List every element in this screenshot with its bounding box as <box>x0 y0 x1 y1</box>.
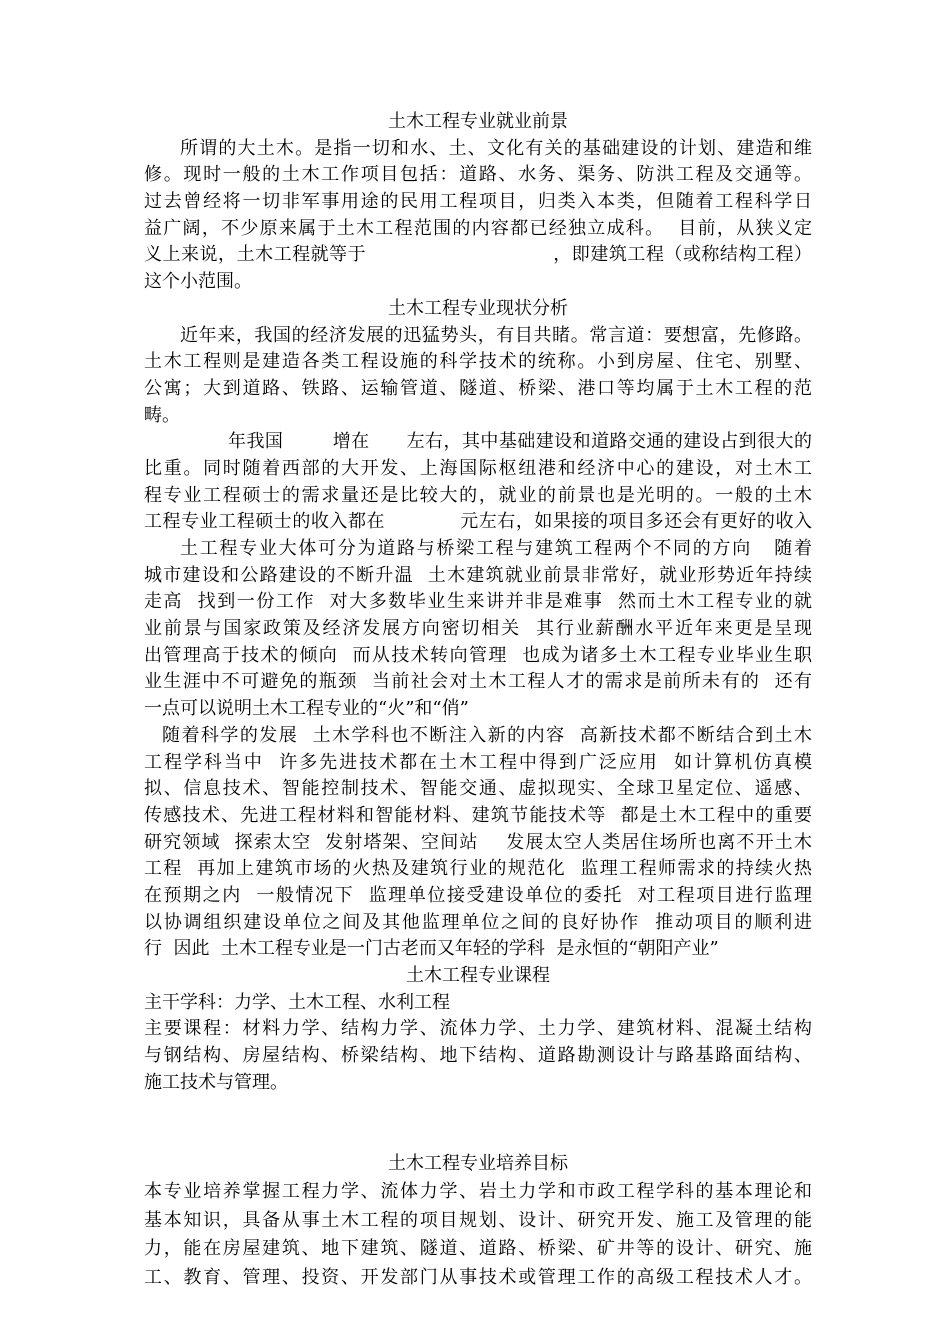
section-gap <box>144 1096 812 1150</box>
paragraph-line: 主干学科：力学、土木工程、水利工程 <box>144 991 450 1013</box>
paragraph-line: 业生涯中不可避免的瓶颈 当前社会对土木工程人才的需求是前所未有的 还有 <box>144 671 812 693</box>
paragraph-line: 这个小范围。 <box>144 271 252 293</box>
paragraph-line: 主要课程：材料力学、结构力学、流体力学、土力学、建筑材料、混凝土结构 <box>144 1018 812 1040</box>
paragraph-line: 公寓；大到道路、铁路、运输管道、隧道、桥梁、港口等均属于土木工程的范 <box>144 377 812 399</box>
section-title-courses: 土木工程专业课程 <box>406 965 550 986</box>
paragraph-line: 业前景与国家政策及经济发展方向密切相关 其行业薪酬水平近年来更是呈现 <box>144 618 812 640</box>
paragraph-line: 施工技术与管理。 <box>144 1071 288 1093</box>
section-title-goals: 土木工程专业培养目标 <box>388 1153 568 1175</box>
paragraph-line: 义上来说，土木工程就等于 ，即建筑工程（或称结构工程） <box>144 244 812 266</box>
paragraph-line: 工程学科当中 许多先进技术都在土木工程中得到广泛应用 如计算机仿真模 <box>144 751 812 773</box>
paragraph-line: 土工程专业大体可分为道路与桥梁工程与建筑工程两个不同的方向 随着 <box>180 538 812 559</box>
paragraph-line: 畴。 <box>144 404 180 426</box>
paragraph-line: 走高 找到一份工作 对大多数毕业生来讲并非是难事 然而土木工程专业的就 <box>144 591 812 613</box>
paragraph-line: 随着科学的发展 土木学科也不断注入新的内容 高新技术都不断结合到土木 <box>162 724 812 746</box>
paragraph-line: 传感技术、先进工程材料和智能材料、建筑节能技术等 都是土木工程中的重要 <box>144 804 812 826</box>
paragraph-line: 在预期之内 一般情况下 监理单位接受建设单位的委托 对工程项目进行监理 <box>144 884 812 906</box>
document-page <box>144 109 812 1292</box>
paragraph-line: 研究领域 探索太空 发射塔架、空间站 发展太空人类居住场所也离不开土木 <box>144 831 812 853</box>
paragraph-line: 比重。同时随着西部的大开发、上海国际枢纽港和经济中心的建设，对土木工 <box>144 457 812 479</box>
paragraph-line: 年我国 增在 左右，其中基础建设和道路交通的建设占到很大的 <box>228 431 812 453</box>
paragraph-line: 益广阔，不少原来属于土木工程范围的内容都已经独立成科。 目前，从狭义定 <box>144 217 812 239</box>
paragraph-line: 土木工程则是建造各类工程设施的科学技术的统称。小到房屋、住宅、别墅、 <box>144 351 812 373</box>
paragraph-line: 力，能在房屋建筑、地下建筑、隧道、道路、桥梁、矿井等的设计、研究、施 <box>144 1238 812 1260</box>
paragraph-line: 拟、信息技术、智能控制技术、智能交通、虚拟现实、全球卫星定位、遥感、 <box>144 778 812 800</box>
paragraph-line: 出管理高于技术的倾向 而从技术转向管理 也成为诸多土木工程专业毕业生职 <box>144 644 812 666</box>
section-title-status: 土木工程专业现状分析 <box>388 297 568 319</box>
paragraph-line: 城市建设和公路建设的不断升温 土木建筑就业前景非常好，就业形势近年持续 <box>144 564 812 586</box>
paragraph-line: 程专业工程硕士的需求量还是比较大的，就业的前景也是光明的。一般的土木 <box>144 484 812 506</box>
paragraph-line: 修。现时一般的土木工作项目包括：道路、水务、渠务、防洪工程及交通等。 <box>144 164 812 186</box>
paragraph-line: 行 因此 土木工程专业是一门古老而又年轻的学科 是永恒的“朝阳产业” <box>144 938 719 960</box>
paragraph-line: 本专业培养掌握工程力学、流体力学、岩土力学和市政工程学科的基本理论和 <box>144 1181 812 1203</box>
paragraph-line: 工、教育、管理、投资、开发部门从事技术或管理工作的高级工程技术人才。 <box>144 1266 812 1288</box>
paragraph-line: 基本知识，具备从事土木工程的项目规划、设计、研究开发、施工及管理的能 <box>144 1209 812 1231</box>
paragraph-line: 工程 再加上建筑市场的火热及建筑行业的规范化 监理工程师需求的持续火热 <box>144 858 812 880</box>
section-title-employment: 土木工程专业就业前景 <box>388 111 568 132</box>
paragraph-line: 一点可以说明土木工程专业的“火”和“俏” <box>144 698 469 720</box>
paragraph-line: 以协调组织建设单位之间及其他监理单位之间的良好协作 推动项目的顺利进 <box>144 911 812 933</box>
paragraph-line: 过去曾经将一切非军事用途的民用工程项目，归类入本类，但随着工程科学日 <box>144 191 812 213</box>
paragraph-line: 工程专业工程硕士的收入都在 元左右，如果接的项目多还会有更好的收入 <box>144 511 812 533</box>
paragraph-line: 近年来，我国的经济发展的迅猛势头，有目共睹。常言道：要想富，先修路。 <box>180 324 812 346</box>
paragraph-line: 与钢结构、房屋结构、桥梁结构、地下结构、道路勘测设计与路基路面结构、 <box>144 1045 812 1067</box>
paragraph-line: 所谓的大土木。是指一切和水、土、文化有关的基础建设的计划、建造和维 <box>180 137 812 159</box>
